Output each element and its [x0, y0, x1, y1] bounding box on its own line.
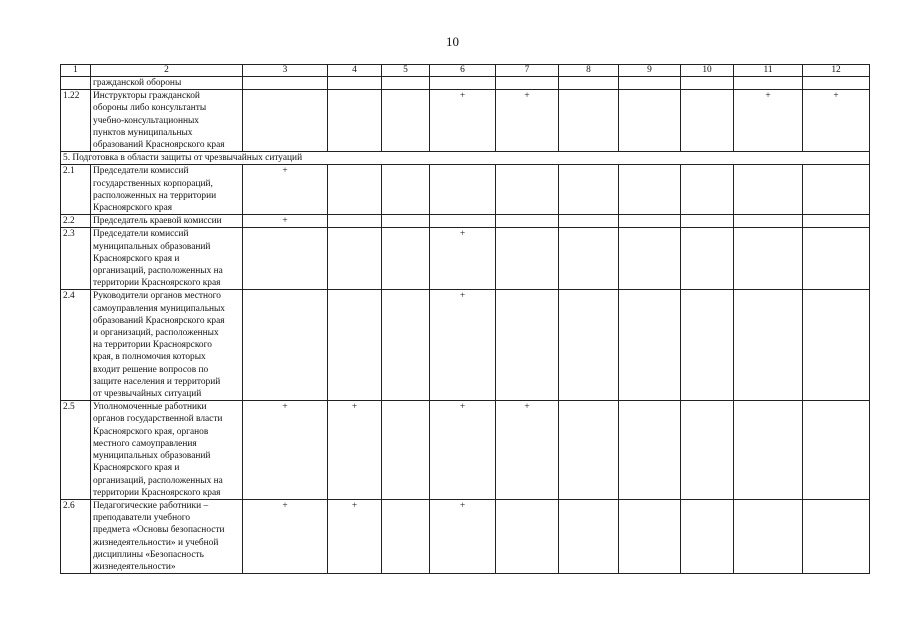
row-name: гражданской обороны [91, 77, 243, 90]
row-mark [243, 77, 328, 90]
row-mark [496, 215, 559, 228]
row-mark [803, 165, 870, 215]
row-mark [734, 499, 803, 573]
row-mark [496, 290, 559, 401]
row-mark [382, 290, 430, 401]
row-mark [681, 77, 734, 90]
row-mark [803, 215, 870, 228]
row-mark [382, 215, 430, 228]
row-mark [430, 165, 496, 215]
row-mark: + [430, 90, 496, 152]
row-mark [619, 290, 681, 401]
row-number: 2.1 [61, 165, 91, 215]
row-number: 2.2 [61, 215, 91, 228]
row-name: Председатели комиссий государственных корпораций, расположенных на территории Красноярского края [91, 165, 243, 215]
table-row [61, 165, 870, 215]
row-mark [382, 90, 430, 152]
table-row [61, 228, 870, 290]
row-name: Председатели комиссий муниципальных образований Красноярского края и организаций, расположенных на территории Красноярского края [91, 228, 243, 290]
row-mark [328, 77, 382, 90]
row-mark [328, 165, 382, 215]
page-number: 10 [446, 34, 459, 49]
row-mark: + [328, 499, 382, 573]
row-mark [559, 290, 619, 401]
row-mark: + [243, 165, 328, 215]
row-mark [559, 215, 619, 228]
row-mark [681, 90, 734, 152]
row-mark [681, 228, 734, 290]
table-row [61, 499, 870, 573]
row-mark [430, 77, 496, 90]
row-mark [734, 165, 803, 215]
row-mark [243, 290, 328, 401]
row-mark [619, 215, 681, 228]
column-header-3: 3 [243, 65, 328, 77]
row-mark [803, 228, 870, 290]
row-mark: + [430, 290, 496, 401]
row-mark [328, 228, 382, 290]
column-header-9: 9 [619, 65, 681, 77]
row-mark [559, 165, 619, 215]
row-mark [496, 499, 559, 573]
row-mark [496, 165, 559, 215]
row-mark [243, 228, 328, 290]
row-mark [734, 215, 803, 228]
row-number: 2.5 [61, 401, 91, 500]
row-mark [681, 290, 734, 401]
row-mark: + [430, 228, 496, 290]
row-mark [382, 401, 430, 500]
row-number: 2.4 [61, 290, 91, 401]
row-mark: + [734, 90, 803, 152]
row-mark: + [243, 215, 328, 228]
row-mark [496, 228, 559, 290]
continuation-row [61, 77, 870, 90]
row-mark [734, 77, 803, 90]
table-row [61, 290, 870, 401]
training-table [60, 64, 870, 574]
row-mark: + [243, 401, 328, 500]
row-name: Уполномоченные работники органов государственной власти Красноярского края, органов местного самоуправления муниципальных образований Красноярского края и организаций, расположенных на территории Красноярского края [91, 401, 243, 500]
row-number [61, 77, 91, 90]
column-header-6: 6 [430, 65, 496, 77]
column-header-2: 2 [91, 65, 243, 77]
row-mark [681, 499, 734, 573]
row-mark [382, 228, 430, 290]
row-mark [496, 77, 559, 90]
row-mark: + [328, 401, 382, 500]
column-header-1: 1 [61, 65, 91, 77]
row-number: 1.22 [61, 90, 91, 152]
row-mark [803, 77, 870, 90]
row-name: Руководители органов местного самоуправления муниципальных образований Красноярского края и организаций, расположенных на территории Красноярского края, в полномочия которых входит решение вопросов по защите населения и территорий от чрезвычайных ситуаций [91, 290, 243, 401]
row-mark [430, 215, 496, 228]
row-mark [559, 77, 619, 90]
row-mark [328, 290, 382, 401]
section-row [61, 152, 870, 165]
row-mark: + [243, 499, 328, 573]
row-mark [734, 290, 803, 401]
row-name: Председатель краевой комиссии [91, 215, 243, 228]
table-row [61, 90, 870, 152]
row-mark: + [803, 90, 870, 152]
column-header-10: 10 [681, 65, 734, 77]
row-mark: + [430, 401, 496, 500]
row-mark [559, 90, 619, 152]
row-mark [382, 77, 430, 90]
row-name: Инструкторы гражданской обороны либо консультанты учебно-консультационных пунктов муниципальных образований Красноярского края [91, 90, 243, 152]
row-number: 2.3 [61, 228, 91, 290]
row-mark: + [496, 90, 559, 152]
row-mark [734, 228, 803, 290]
row-mark [619, 90, 681, 152]
column-header-11: 11 [734, 65, 803, 77]
row-mark [619, 165, 681, 215]
row-mark [559, 401, 619, 500]
row-mark [619, 499, 681, 573]
row-mark [803, 401, 870, 500]
section-title: 5. Подготовка в области защиты от чрезвычайных ситуаций [61, 152, 870, 165]
row-mark [559, 228, 619, 290]
row-name: Педагогические работники – преподаватели учебного предмета «Основы безопасности жизнедеятельности» и учебной дисциплины «Безопасность жизнедеятельности» [91, 499, 243, 573]
column-header-5: 5 [382, 65, 430, 77]
header-row [61, 65, 870, 77]
row-mark [681, 165, 734, 215]
table-row [61, 215, 870, 228]
row-mark [681, 401, 734, 500]
row-mark [619, 228, 681, 290]
row-mark [243, 90, 328, 152]
row-mark [803, 290, 870, 401]
row-mark [328, 90, 382, 152]
row-mark [559, 499, 619, 573]
column-header-7: 7 [496, 65, 559, 77]
row-mark: + [430, 499, 496, 573]
row-mark [803, 499, 870, 573]
row-mark: + [496, 401, 559, 500]
table-row [61, 401, 870, 500]
row-mark [619, 401, 681, 500]
column-header-4: 4 [328, 65, 382, 77]
row-mark [328, 215, 382, 228]
row-mark [382, 499, 430, 573]
column-header-12: 12 [803, 65, 870, 77]
row-mark [734, 401, 803, 500]
column-header-8: 8 [559, 65, 619, 77]
row-mark [681, 215, 734, 228]
row-number: 2.6 [61, 499, 91, 573]
row-mark [382, 165, 430, 215]
row-mark [619, 77, 681, 90]
